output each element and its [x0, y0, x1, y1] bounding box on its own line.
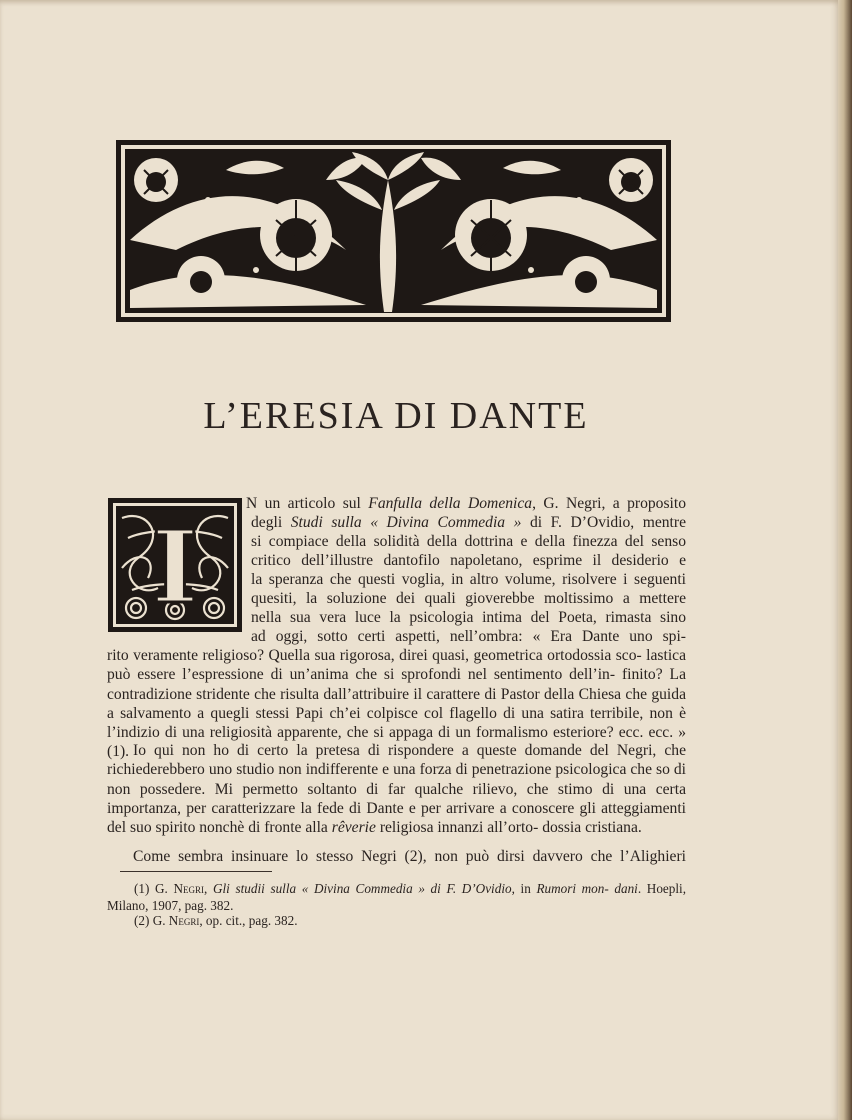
text-run: , op. cit., pag. 382. — [199, 913, 298, 928]
paragraph-1-line-5: la speranza che questi voglia, in altro volume, risolvere i seguenti — [251, 571, 686, 588]
paragraph-1-line-1 — [246, 494, 686, 513]
chapter-title: L’ERESIA DI DANTE — [203, 395, 589, 437]
footnote-number: (1) — [134, 881, 156, 896]
paragraph-1-line-8: ad oggi, sotto certi aspetti, nell’ombra: « Era Dante uno spi- — [251, 628, 686, 645]
book-title: Studi sulla « Divina Commedia » — [290, 514, 522, 531]
footnote-number: (2) — [134, 913, 153, 928]
footnote-author: G. Negri — [152, 913, 200, 928]
text-run: religiosa innanzi all’orto- dossia cristiana. — [375, 819, 642, 837]
text-run: . Hoepli, Milano, 1907, pag. 382. — [107, 881, 686, 913]
floral-ornament-icon — [116, 140, 671, 322]
text-run: degli — [251, 514, 291, 531]
ornamental-initial-icon — [108, 498, 242, 632]
decorative-headpiece — [116, 140, 671, 322]
footnote-author: G. Negri — [155, 881, 205, 896]
paragraph-1-line-4: critico dell’illustre dantofilo napoletano, esprime il desiderio e — [251, 552, 686, 569]
text-run: , in — [511, 881, 537, 896]
text-run: , — [204, 881, 213, 896]
newspaper-title: Fanfulla della Domenica — [368, 495, 533, 512]
footnote-2 — [134, 913, 686, 930]
emphasized-term: rêverie — [331, 819, 376, 837]
footnote-collection-title: Rumori mon- dani — [536, 881, 638, 896]
paragraph-2 — [107, 741, 686, 837]
paragraph-1-line-3: si compiace della solidità della dottrina e della finezza del senso — [251, 533, 686, 550]
paragraph-1-line-7: nella sua vera luce la psicologia intima del Poeta, rimasta sino — [251, 609, 686, 626]
drop-cap — [108, 498, 242, 632]
paragraph-3: Come sembra insinuare lo stesso Negri (2), non può dirsi davvero che l’Alighieri — [133, 848, 686, 865]
text-run: , G. Negri, a proposito — [532, 495, 686, 512]
drop-cap-letter: I — [151, 508, 199, 626]
text-run: di F. D’Ovidio, mentre — [521, 514, 686, 531]
footnote-divider — [120, 871, 272, 872]
footnote-work-title: Gli studii sulla « Divina Commedia » di F. D’Ovidio — [212, 881, 512, 896]
paragraph-1-continuation: rito veramente religioso? Quella sua rigorosa, direi quasi, geometrica ortodossia sco- lastica può essere l’espressione di un’anima che si sprofondi nel sentimento dell’in- finito? La contradizione stridente che risulta dall’attribuire il carattere di Pastor della Chiesa che guida a salvamento a quegli stessi Papi ch’ei colpisce col flagello di una satira terribile, non è l’indizio di una religiosità apparente, che si appaga di un formalismo esteriore? ecc. ecc. » (1). — [107, 647, 686, 761]
paragraph-1-line-2 — [251, 513, 686, 532]
paragraph-1-line-6: quesiti, la soluzione dei quali gioverebbe moltissimo a mettere — [251, 590, 686, 607]
text-run: N un articolo sul — [246, 495, 369, 512]
page-edge — [838, 0, 852, 1120]
footnote-1 — [107, 881, 686, 914]
text-run: Io qui non ho di certo la pretesa di rispondere a queste domande del Negri, che richiederebbero uno studio non indifferente e una forza di penetrazione psicologica che so di non possedere. Mi permetto soltanto di far qualche rilievo, che stimo di una certa importanza, per caratterizzare la fede di Dante e per arrivare a conoscere gli atteggiamenti del suo spirito nonchè di fronte alla — [107, 742, 686, 837]
